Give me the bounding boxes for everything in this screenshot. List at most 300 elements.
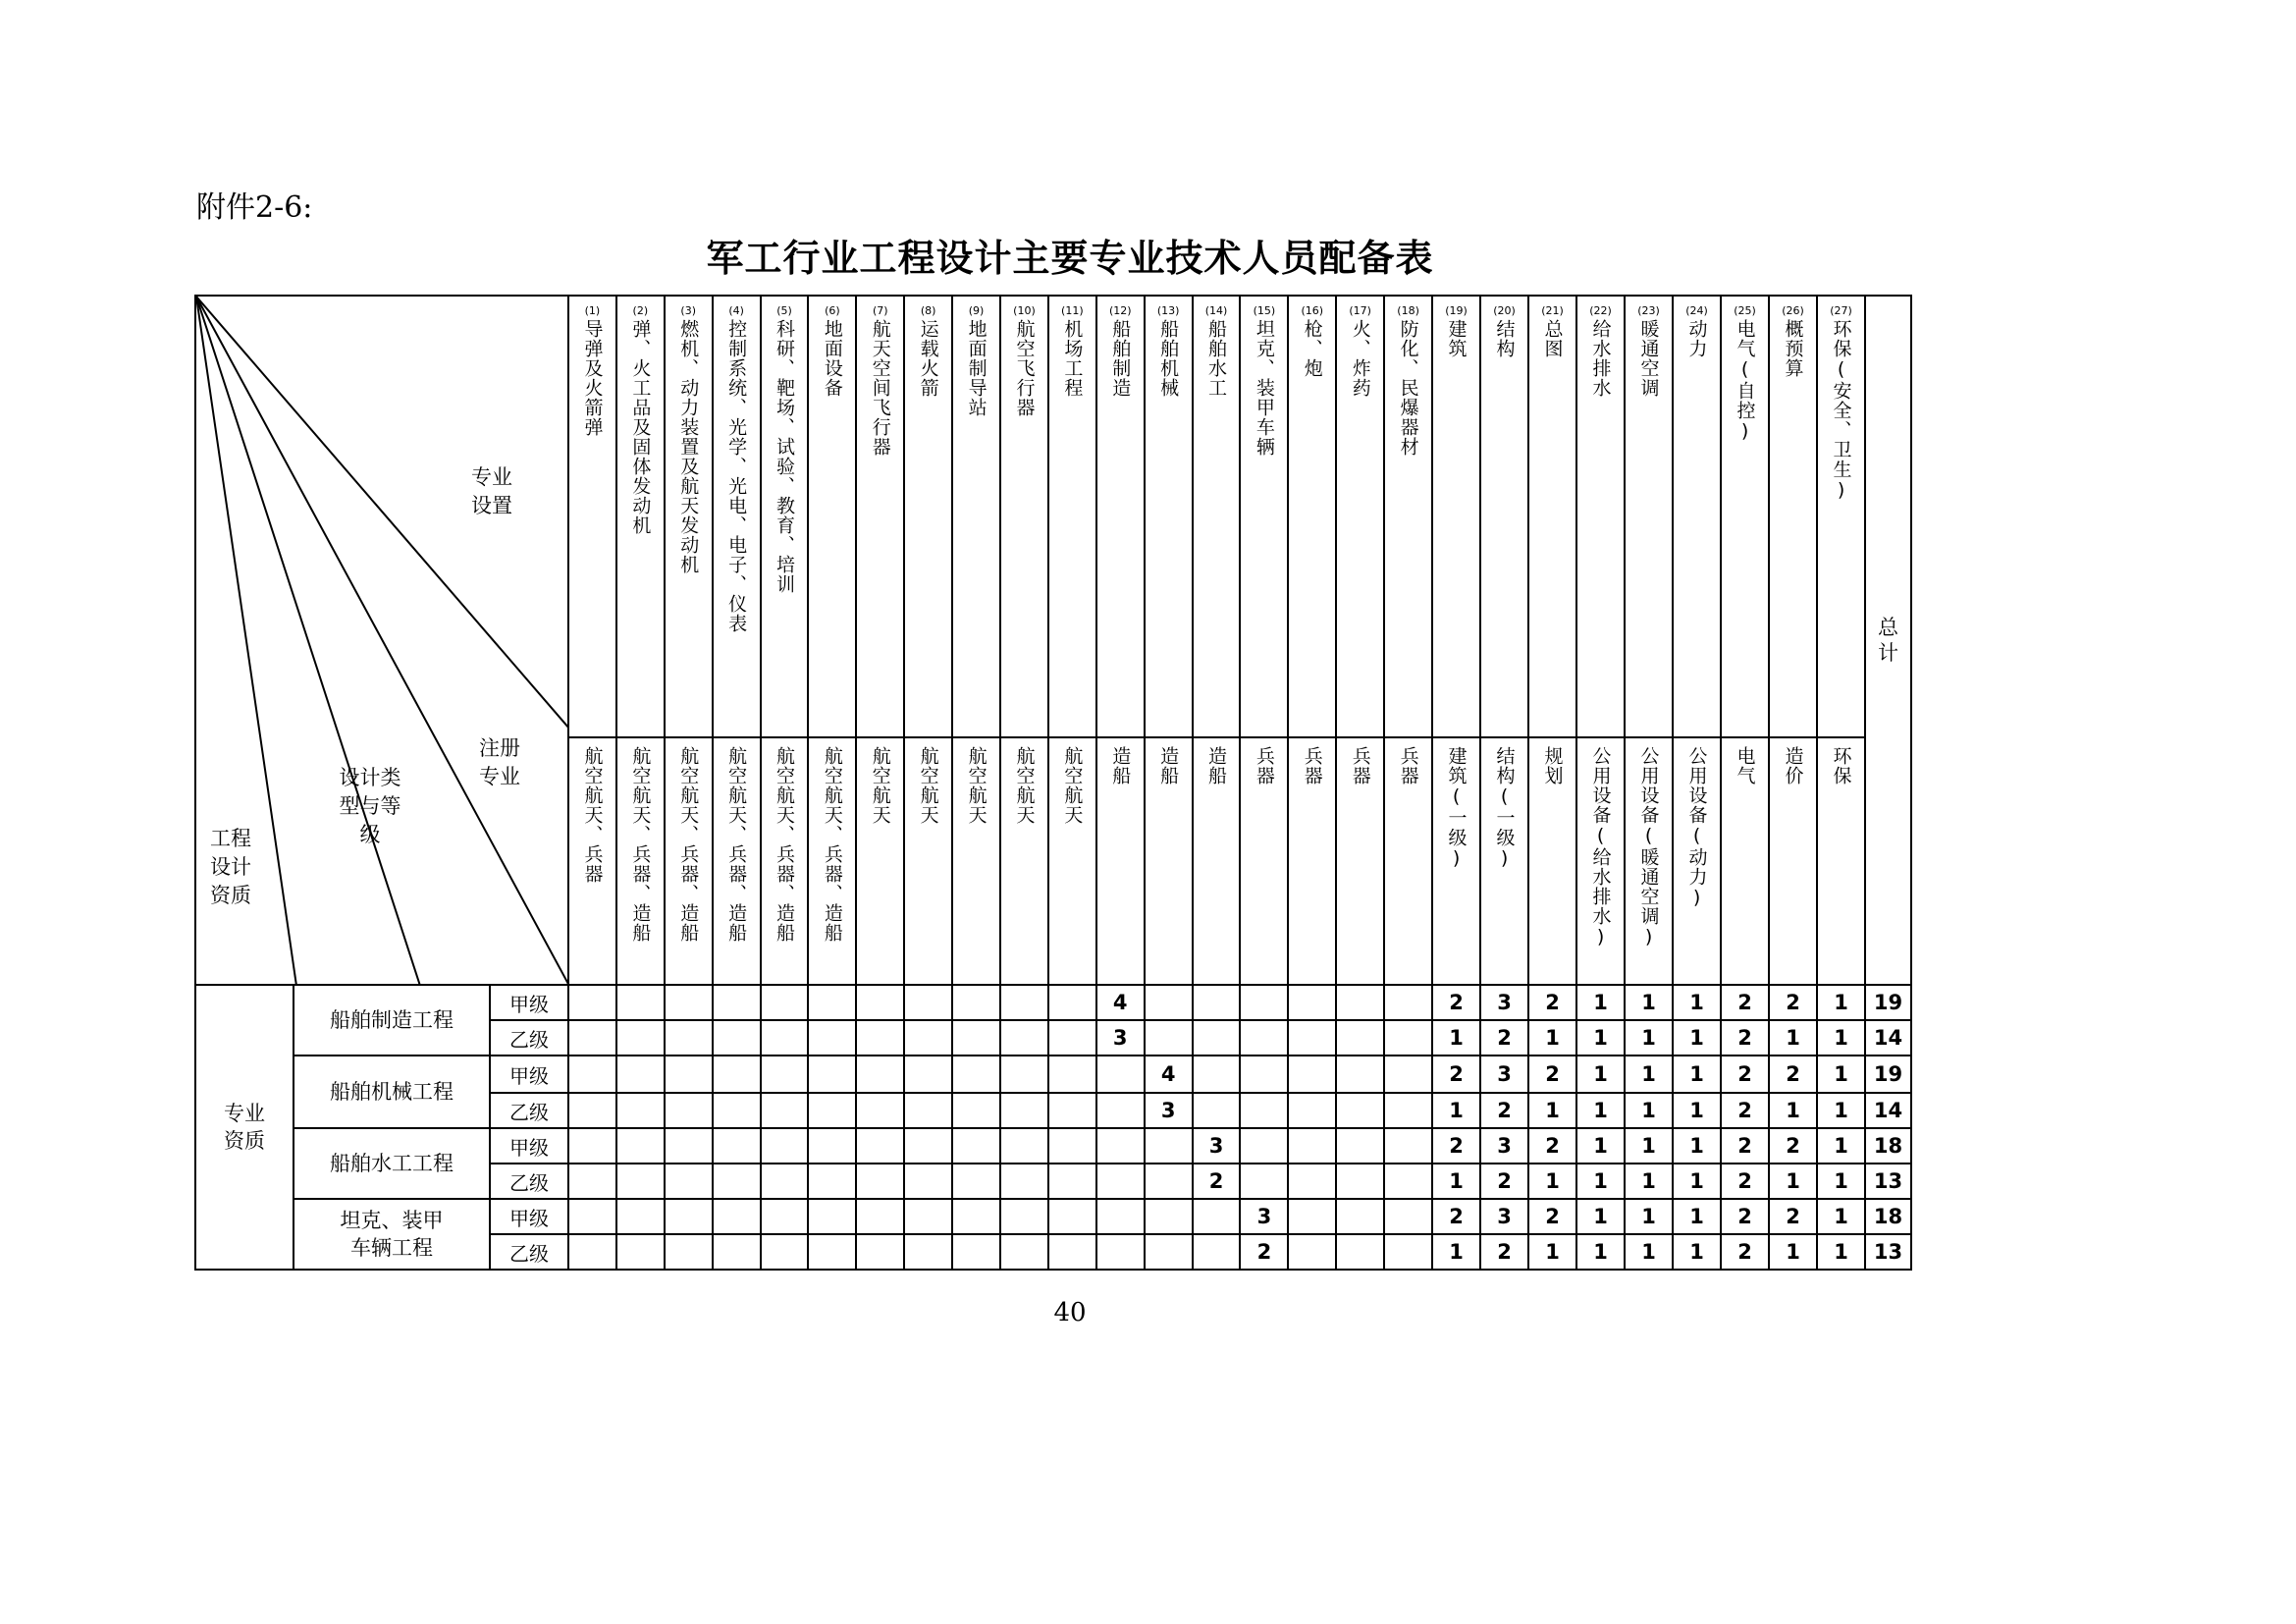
value-cell [1384, 985, 1432, 1020]
table-row [195, 1128, 1911, 1164]
specialty-name: 船舶水工 [1205, 319, 1228, 398]
qualification-cell [195, 985, 294, 1270]
value-cell [1288, 1093, 1336, 1128]
value-cell: 1 [1432, 1234, 1480, 1270]
value-cell [761, 1020, 809, 1056]
value-cell: 1 [1528, 1020, 1576, 1056]
value-cell [568, 1128, 616, 1164]
total-cell: 14 [1865, 1020, 1911, 1056]
value-cell [808, 985, 856, 1020]
value-cell: 1 [1769, 1234, 1817, 1270]
registered-specialty-text: 航空航天、兵器、造船 [774, 746, 795, 943]
value-cell [616, 1199, 665, 1234]
value-cell: 1 [1769, 1093, 1817, 1128]
value-cell: 2 [1769, 1128, 1817, 1164]
specialty-name: 火、炸药 [1349, 319, 1371, 398]
value-cell: 1 [1817, 985, 1865, 1020]
registered-specialty [904, 737, 952, 985]
value-cell [665, 985, 713, 1020]
value-cell [665, 1199, 713, 1234]
specialty-header [1721, 296, 1769, 737]
value-cell [808, 1164, 856, 1199]
registered-specialty-text: 兵器 [1253, 746, 1275, 785]
registered-specialty-text: 建筑(一级) [1445, 746, 1468, 870]
value-cell [952, 1020, 1000, 1056]
value-cell: 3 [1240, 1199, 1288, 1234]
grade-cell: 乙级 [490, 1093, 568, 1128]
total-cell: 19 [1865, 985, 1911, 1020]
specialty-name: 燃机、动力装置及航天发动机 [677, 319, 700, 574]
value-cell: 1 [1817, 1199, 1865, 1234]
specialty-header [1480, 296, 1528, 737]
value-cell: 3 [1480, 1056, 1528, 1093]
registered-specialty-text: 环保 [1830, 746, 1852, 785]
value-cell [1240, 1020, 1288, 1056]
registered-specialty [1528, 737, 1576, 985]
registered-specialty-text: 航空航天、兵器、造船 [725, 746, 748, 943]
value-cell [665, 1164, 713, 1199]
value-cell [761, 1199, 809, 1234]
document-title: 军工行业工程设计主要专业技术人员配备表 [706, 237, 1434, 280]
value-cell [761, 985, 809, 1020]
value-cell [1384, 1164, 1432, 1199]
registered-specialty-text: 造船 [1109, 746, 1132, 785]
value-cell: 1 [1625, 1020, 1673, 1056]
value-cell [904, 1164, 952, 1199]
value-cell [1145, 1128, 1193, 1164]
value-cell: 2 [1769, 985, 1817, 1020]
table-row [195, 1199, 1911, 1234]
value-cell [1048, 1234, 1096, 1270]
specialty-header [665, 296, 713, 737]
value-cell: 4 [1096, 985, 1145, 1020]
value-cell [1048, 1093, 1096, 1128]
value-cell [1000, 1164, 1048, 1199]
value-cell [1288, 985, 1336, 1020]
specialty-header [1193, 296, 1241, 737]
specialty-number: (1) [584, 304, 601, 317]
value-cell: 2 [1240, 1234, 1288, 1270]
value-cell [1336, 1234, 1384, 1270]
grade-cell: 甲级 [490, 1199, 568, 1234]
specialty-number: (8) [920, 304, 936, 317]
value-cell [568, 1093, 616, 1128]
value-cell [1096, 1234, 1145, 1270]
registered-specialty [1288, 737, 1336, 985]
value-cell [616, 1093, 665, 1128]
specialty-header [761, 296, 809, 737]
value-cell [1193, 1199, 1241, 1234]
value-cell [808, 1199, 856, 1234]
value-cell [1096, 1128, 1145, 1164]
value-cell [1096, 1199, 1145, 1234]
specialty-number: (26) [1782, 304, 1804, 317]
specialty-number: (16) [1301, 304, 1324, 317]
specialty-number: (7) [872, 304, 888, 317]
specialty-number: (3) [680, 304, 697, 317]
specialty-name: 暖通空调 [1637, 319, 1660, 398]
specialty-name: 船舶机械 [1157, 319, 1180, 398]
registered-specialty-text: 结构(一级) [1493, 746, 1516, 870]
specialty-header [952, 296, 1000, 737]
registered-specialty [1576, 737, 1625, 985]
value-cell [1000, 1093, 1048, 1128]
value-cell: 3 [1193, 1128, 1241, 1164]
value-cell: 1 [1576, 1128, 1625, 1164]
value-cell: 1 [1673, 1164, 1721, 1199]
value-cell [1288, 1234, 1336, 1270]
value-cell [1336, 1128, 1384, 1164]
total-header [1865, 296, 1911, 985]
specialty-name: 地面设备 [821, 319, 843, 398]
project-type-name: 坦克、装甲车辆工程 [340, 1209, 444, 1260]
value-cell [1000, 1234, 1048, 1270]
value-cell [952, 1234, 1000, 1270]
value-cell [1384, 1199, 1432, 1234]
value-cell: 2 [1721, 1020, 1769, 1056]
value-cell [904, 1020, 952, 1056]
specialty-header [1336, 296, 1384, 737]
value-cell [808, 1128, 856, 1164]
value-cell: 1 [1625, 1093, 1673, 1128]
value-cell [856, 1056, 904, 1093]
specialty-name: 坦克、装甲车辆 [1253, 319, 1275, 457]
registered-specialty [616, 737, 665, 985]
specialty-number: (2) [632, 304, 649, 317]
registered-specialty [952, 737, 1000, 985]
registered-specialty-text: 航空航天、兵器、造船 [677, 746, 700, 943]
project-type [294, 985, 490, 1056]
specialty-number: (25) [1734, 304, 1756, 317]
value-cell: 2 [1480, 1164, 1528, 1199]
specialty-number: (9) [968, 304, 985, 317]
header-corner [195, 296, 568, 985]
value-cell: 1 [1673, 985, 1721, 1020]
value-cell: 2 [1528, 1199, 1576, 1234]
total-cell: 13 [1865, 1164, 1911, 1199]
value-cell [952, 1056, 1000, 1093]
registered-specialty-text: 航空航天 [965, 746, 988, 825]
value-cell: 2 [1528, 1128, 1576, 1164]
value-cell: 1 [1432, 1020, 1480, 1056]
registered-specialty-text: 公用设备(动力) [1685, 746, 1708, 909]
value-cell: 2 [1432, 1056, 1480, 1093]
value-cell: 1 [1576, 1056, 1625, 1093]
registered-specialty [1480, 737, 1528, 985]
value-cell [1288, 1056, 1336, 1093]
registered-specialty-text: 兵器 [1349, 746, 1371, 785]
value-cell [1048, 1164, 1096, 1199]
registered-specialty [713, 737, 761, 985]
registered-specialty [1432, 737, 1480, 985]
registered-specialty-text: 航空航天 [917, 746, 939, 825]
specialty-header [1432, 296, 1480, 737]
value-cell [1288, 1128, 1336, 1164]
value-cell: 2 [1721, 985, 1769, 1020]
registered-specialty [1048, 737, 1096, 985]
value-cell: 1 [1673, 1199, 1721, 1234]
value-cell: 1 [1625, 1128, 1673, 1164]
value-cell [665, 1020, 713, 1056]
value-cell: 2 [1528, 985, 1576, 1020]
value-cell [1145, 1234, 1193, 1270]
registered-specialty [1145, 737, 1193, 985]
value-cell: 1 [1625, 1164, 1673, 1199]
registered-specialty [1240, 737, 1288, 985]
registered-specialty [1336, 737, 1384, 985]
total-cell: 14 [1865, 1093, 1911, 1128]
value-cell [856, 985, 904, 1020]
project-type-name: 船舶机械工程 [330, 1080, 454, 1104]
value-cell: 1 [1817, 1234, 1865, 1270]
value-cell [952, 985, 1000, 1020]
value-cell: 1 [1625, 1234, 1673, 1270]
registered-specialty-text: 公用设备(给水排水) [1589, 746, 1612, 948]
registered-specialty-text: 造船 [1157, 746, 1180, 785]
value-cell [616, 985, 665, 1020]
specialty-number: (10) [1013, 304, 1036, 317]
total-cell: 18 [1865, 1128, 1911, 1164]
grade-cell: 甲级 [490, 985, 568, 1020]
specialty-name: 电气(自控) [1734, 319, 1756, 443]
specialty-number: (4) [728, 304, 744, 317]
value-cell [713, 1199, 761, 1234]
value-cell [616, 1020, 665, 1056]
value-cell: 2 [1721, 1093, 1769, 1128]
registered-specialty-text: 航空航天、兵器、造船 [821, 746, 843, 943]
specialty-number: (21) [1541, 304, 1564, 317]
specialty-number: (20) [1493, 304, 1516, 317]
value-cell: 2 [1480, 1020, 1528, 1056]
grade-cell: 甲级 [490, 1128, 568, 1164]
value-cell: 1 [1576, 1234, 1625, 1270]
value-cell [1193, 985, 1241, 1020]
specialty-name: 环保(安全、卫生) [1830, 319, 1852, 502]
grade-cell: 乙级 [490, 1164, 568, 1199]
specialty-name: 运载火箭 [917, 319, 939, 398]
registered-specialty-text: 航空航天 [1013, 746, 1036, 825]
grade-cell: 甲级 [490, 1056, 568, 1093]
value-cell [1048, 1056, 1096, 1093]
specialty-name: 科研、靶场、试验、教育、培训 [774, 319, 795, 594]
value-cell: 4 [1145, 1056, 1193, 1093]
value-cell: 1 [1625, 1199, 1673, 1234]
specialty-name: 地面制导站 [965, 319, 988, 417]
value-cell: 1 [1817, 1020, 1865, 1056]
registered-specialty [1000, 737, 1048, 985]
specialty-header [1769, 296, 1817, 737]
registered-specialty-text: 造价 [1782, 746, 1804, 785]
registered-specialty [856, 737, 904, 985]
value-cell [713, 1020, 761, 1056]
value-cell [1000, 1199, 1048, 1234]
value-cell [1288, 1164, 1336, 1199]
value-cell: 2 [1721, 1234, 1769, 1270]
value-cell: 3 [1096, 1020, 1145, 1056]
registered-specialty-text: 航空航天 [869, 746, 891, 825]
registered-specialty [1817, 737, 1865, 985]
value-cell: 2 [1721, 1199, 1769, 1234]
registered-specialty [665, 737, 713, 985]
specialty-number: (23) [1637, 304, 1660, 317]
value-cell [761, 1128, 809, 1164]
value-cell [1193, 1020, 1241, 1056]
table-row [195, 985, 1911, 1020]
value-cell [808, 1056, 856, 1093]
registered-specialty [1721, 737, 1769, 985]
value-cell [713, 1056, 761, 1093]
value-cell [1240, 985, 1288, 1020]
value-cell [1096, 1056, 1145, 1093]
value-cell: 1 [1817, 1128, 1865, 1164]
value-cell [616, 1056, 665, 1093]
specialty-number: (15) [1253, 304, 1276, 317]
value-cell [1240, 1164, 1288, 1199]
specialty-header [1000, 296, 1048, 737]
registered-specialty-text: 电气 [1734, 746, 1756, 785]
value-cell [1240, 1093, 1288, 1128]
value-cell: 2 [1432, 1128, 1480, 1164]
value-cell [1145, 1164, 1193, 1199]
registered-specialty-text: 规划 [1541, 746, 1564, 785]
value-cell: 1 [1817, 1056, 1865, 1093]
value-cell [1240, 1128, 1288, 1164]
specialty-name: 船舶制造 [1109, 319, 1132, 398]
value-cell [616, 1128, 665, 1164]
registered-specialty-text: 公用设备(暖通空调) [1637, 746, 1660, 948]
value-cell [1336, 1093, 1384, 1128]
value-cell [856, 1199, 904, 1234]
value-cell: 2 [1480, 1234, 1528, 1270]
value-cell [1193, 1234, 1241, 1270]
registered-specialty [1625, 737, 1673, 985]
total-header-text: 总计 [1878, 616, 1899, 665]
specialty-header [568, 296, 616, 737]
value-cell [761, 1234, 809, 1270]
specialty-name: 概预算 [1782, 319, 1804, 378]
value-cell: 1 [1528, 1234, 1576, 1270]
registered-specialty-text: 航空航天、兵器、造船 [629, 746, 652, 943]
value-cell [616, 1234, 665, 1270]
value-cell [713, 985, 761, 1020]
registered-specialty [808, 737, 856, 985]
specialty-name: 导弹及火箭弹 [581, 319, 604, 437]
specialty-name: 枪、炮 [1301, 319, 1323, 378]
value-cell [856, 1128, 904, 1164]
value-cell [665, 1056, 713, 1093]
corner-label-specialty-setting: 专业设置 [471, 465, 512, 517]
registered-specialty [1673, 737, 1721, 985]
value-cell: 1 [1769, 1164, 1817, 1199]
value-cell [1145, 985, 1193, 1020]
value-cell: 2 [1721, 1056, 1769, 1093]
value-cell: 2 [1721, 1128, 1769, 1164]
value-cell: 1 [1673, 1128, 1721, 1164]
specialty-number: (24) [1685, 304, 1708, 317]
grade-cell: 乙级 [490, 1234, 568, 1270]
specialty-number: (17) [1349, 304, 1371, 317]
value-cell [568, 985, 616, 1020]
value-cell [1193, 1093, 1241, 1128]
value-cell: 2 [1721, 1164, 1769, 1199]
corner-label-registered-specialty: 注册专业 [479, 736, 520, 788]
specialty-number: (18) [1397, 304, 1419, 317]
attachment-label: 附件2-6: [196, 190, 313, 225]
registered-specialty [1384, 737, 1432, 985]
value-cell [1384, 1234, 1432, 1270]
value-cell: 1 [1625, 985, 1673, 1020]
value-cell: 2 [1193, 1164, 1241, 1199]
staffing-table [194, 295, 1912, 1271]
value-cell [1000, 1020, 1048, 1056]
specialty-header [856, 296, 904, 737]
value-cell: 1 [1576, 1020, 1625, 1056]
specialty-name: 建筑 [1445, 319, 1468, 358]
registered-specialty [1096, 737, 1145, 985]
value-cell [665, 1128, 713, 1164]
value-cell [568, 1234, 616, 1270]
project-type-name: 船舶水工工程 [330, 1152, 454, 1175]
value-cell [904, 1093, 952, 1128]
value-cell [761, 1164, 809, 1199]
specialty-header [808, 296, 856, 737]
value-cell [1336, 1020, 1384, 1056]
qualification-label: 专业资质 [224, 1102, 265, 1153]
specialty-header [1288, 296, 1336, 737]
value-cell: 1 [1528, 1093, 1576, 1128]
value-cell: 3 [1480, 985, 1528, 1020]
specialty-number: (11) [1061, 304, 1084, 317]
value-cell [1000, 1056, 1048, 1093]
specialty-header [1817, 296, 1865, 737]
registered-specialty-text: 造船 [1205, 746, 1228, 785]
value-cell [713, 1234, 761, 1270]
value-cell [952, 1164, 1000, 1199]
specialty-header [1625, 296, 1673, 737]
grade-cell: 乙级 [490, 1020, 568, 1056]
value-cell [1048, 985, 1096, 1020]
registered-specialty-text: 兵器 [1301, 746, 1323, 785]
registered-specialty [568, 737, 616, 985]
total-cell: 18 [1865, 1199, 1911, 1234]
value-cell: 2 [1769, 1056, 1817, 1093]
specialty-name: 控制系统、光学、光电、电子、仪表 [725, 319, 748, 633]
value-cell [616, 1164, 665, 1199]
value-cell [1145, 1020, 1193, 1056]
value-cell [904, 1128, 952, 1164]
registered-specialty [1193, 737, 1241, 985]
value-cell [1336, 1199, 1384, 1234]
value-cell [856, 1234, 904, 1270]
project-type-name: 船舶制造工程 [330, 1008, 454, 1032]
specialty-name: 机场工程 [1061, 319, 1084, 398]
value-cell: 3 [1145, 1093, 1193, 1128]
value-cell: 2 [1769, 1199, 1817, 1234]
value-cell [1384, 1093, 1432, 1128]
value-cell: 2 [1528, 1056, 1576, 1093]
value-cell: 1 [1673, 1020, 1721, 1056]
total-cell: 19 [1865, 1056, 1911, 1093]
value-cell [713, 1128, 761, 1164]
value-cell [1288, 1199, 1336, 1234]
value-cell [1145, 1199, 1193, 1234]
specialty-name: 总图 [1541, 319, 1564, 358]
project-type [294, 1056, 490, 1128]
value-cell: 1 [1432, 1164, 1480, 1199]
value-cell [808, 1020, 856, 1056]
value-cell: 1 [1673, 1093, 1721, 1128]
value-cell [904, 1199, 952, 1234]
